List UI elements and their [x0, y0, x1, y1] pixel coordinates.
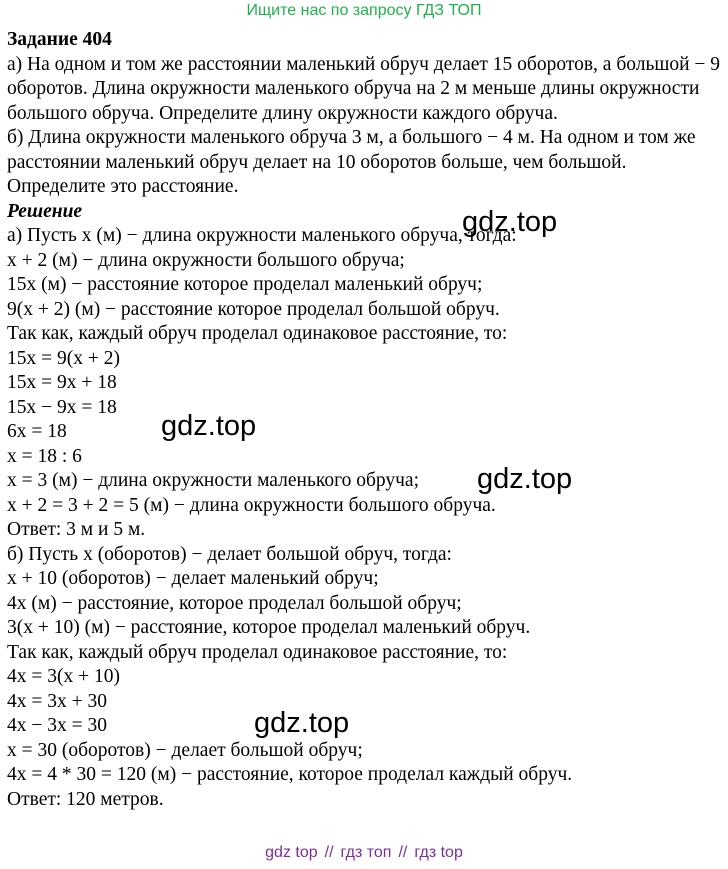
solution-line: 9(x + 2) (м) − расстояние которое проделал большой обруч. [7, 298, 500, 320]
solution-line: 15x (м) − расстояние которое проделал маленький обруч; [7, 274, 483, 295]
solution-line: 15x − 9x = 18 [7, 396, 117, 418]
watermark: gdz.top [161, 410, 257, 442]
solution-line: 4x (м) − расстояние, которое проделал большой обруч; [7, 592, 462, 614]
solution-line: Так как, каждый обруч проделал одинаковое расстояние, то: [7, 323, 508, 344]
footer-link-gdz-top-ru[interactable]: гдз топ [340, 844, 392, 861]
solution-line: 4x − 3x = 30 [7, 715, 107, 736]
watermark: gdz.top [254, 707, 350, 739]
task-a-text: а) На одном и том же расстоянии маленький обруч делает 15 оборотов, а большой − 9 оборотов. Длина окружности маленького обруча на 2 м меньше длины окружности большого обруча. Определите длину окружности каждого обруча. [7, 53, 721, 124]
solution-line: x = 3 (м) − длина окружности маленького обруча; [7, 470, 420, 491]
task-title: Задание 404 [7, 29, 112, 50]
watermark: gdz.top [462, 206, 558, 238]
watermark: gdz.top [477, 463, 573, 495]
task-b-text: б) Длина окружности маленького обруча 3 м, а большого − 4 м. На одном и том же расстоянии маленький обруч делает на 10 оборотов больше, чем большой. Определите это расстояние. [7, 127, 696, 197]
solution-lines [7, 224, 722, 812]
solution-line: 4x = 3x + 30 [7, 690, 107, 712]
solution-line: x + 2 (м) − длина окружности большого обруча; [7, 249, 405, 271]
solution-line: а) Пусть x (м) − длина окружности маленького обруча, тогда: [7, 225, 517, 246]
solution-line: 4x = 4 * 30 = 120 (м) − расстояние, которое проделал каждый обруч. [7, 764, 573, 785]
solution-line: x = 18 : 6 [7, 445, 82, 467]
solution-line: x + 2 = 3 + 2 = 5 (м) − длина окружности большого обруча. [7, 494, 496, 516]
solution-line: 3(x + 10) (м) − расстояние, которое проделал маленький обруч. [7, 617, 531, 638]
document-body [7, 28, 722, 812]
answer-b: Ответ: 120 метров. [7, 788, 164, 810]
answer-a: Ответ: 3 м и 5 м. [7, 519, 146, 540]
top-banner: Ищите нас по запросу ГДЗ ТОП [246, 2, 482, 19]
solution-label: Решение [7, 200, 83, 222]
solution-line: Так как, каждый обруч проделал одинаковое расстояние, то: [7, 641, 508, 663]
solution-line: б) Пусть x (оборотов) − делает большой обруч, тогда: [7, 543, 452, 565]
solution-line: x = 30 (оборотов) − делает большой обруч; [7, 739, 363, 761]
solution-line: x + 10 (оборотов) − делает маленький обруч; [7, 568, 379, 589]
solution-line: 15x = 9(x + 2) [7, 347, 120, 369]
solution-line: 15x = 9x + 18 [7, 372, 117, 393]
footer-separator: // [324, 844, 334, 861]
footer-link-gdz-top-mixed[interactable]: гдз top [414, 844, 463, 861]
footer-link-gdz-top[interactable]: gdz top [265, 844, 318, 861]
footer-separator: // [398, 844, 408, 861]
footer-links [0, 844, 728, 862]
solution-line: 4x = 3(x + 10) [7, 666, 120, 687]
solution-line: 6x = 18 [7, 421, 67, 442]
